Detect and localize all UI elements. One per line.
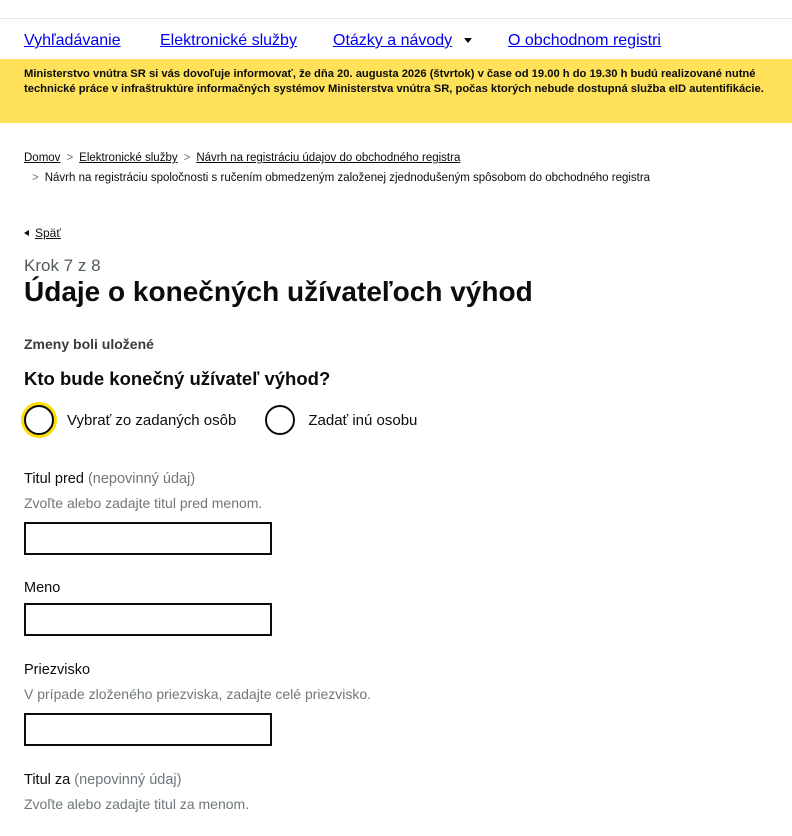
maintenance-banner: Ministerstvo vnútra SR si vás dovoľuje informovať, že dňa 20. augusta 2026 (štvrtok) v čase od 19.00 h do 19.30 h budú realizované nutné technické práce v infraštruktúre informačných systémov Ministerstva vnútra SR, počas ktorých nebude dostupná služba eID autentifikácie. [0, 59, 792, 123]
radio-enter-other[interactable] [265, 405, 295, 435]
title-after-label-text: Titul za [24, 772, 71, 788]
first-name-input[interactable] [24, 603, 272, 636]
caret-down-icon [464, 38, 472, 43]
first-name-label: Meno [24, 580, 61, 596]
nav-item-faq-label: Otázky a návody [333, 32, 453, 49]
title-before-hint: Zvoľte alebo zadajte titul pred menom. [24, 495, 263, 511]
title-after-hint: Zvoľte alebo zadajte titul za menom. [24, 796, 250, 812]
chevron-right-icon: > [66, 152, 74, 164]
surname-label: Priezvisko [24, 662, 91, 678]
title-before-label [24, 471, 195, 487]
page-title: Údaje o konečných užívateľoch výhod [24, 276, 533, 307]
step-indicator: Krok 7 z 8 [24, 256, 101, 275]
back-link-wrap [24, 226, 61, 240]
nav-item-e-services[interactable]: Elektronické služby [160, 32, 297, 49]
nav-item-about[interactable]: O obchodnom registri [508, 32, 661, 49]
triangle-left-icon [24, 230, 29, 236]
surname-hint: V prípade zloženého priezviska, zadajte celé priezvisko. [24, 686, 372, 702]
title-after-optional: (nepovinný údaj) [74, 772, 182, 788]
question-heading: Kto bude konečný užívateľ výhod? [24, 368, 331, 389]
breadcrumb-home[interactable]: Domov [24, 152, 61, 164]
surname-input[interactable] [24, 713, 272, 746]
nav-item-search[interactable]: Vyhľadávanie [24, 32, 121, 49]
breadcrumb [24, 148, 650, 188]
title-before-input[interactable] [24, 522, 272, 555]
top-bar [0, 0, 792, 19]
breadcrumb-registration[interactable]: Návrh na registráciu údajov do obchodného registra [196, 152, 461, 164]
title-after-label [24, 772, 181, 788]
back-link[interactable]: Späť [35, 226, 61, 240]
chevron-right-icon: > [32, 172, 39, 184]
radio-group [24, 403, 446, 437]
chevron-right-icon: > [183, 152, 191, 164]
radio-enter-other-label[interactable]: Zadať inú osobu [308, 411, 418, 429]
breadcrumb-e-services[interactable]: Elektronické služby [79, 152, 178, 164]
title-before-label-text: Titul pred [24, 471, 84, 487]
status-message: Zmeny boli uložené [24, 336, 154, 352]
nav-item-faq[interactable] [333, 32, 472, 50]
radio-select-existing[interactable] [24, 405, 54, 435]
radio-select-existing-label[interactable]: Vybrať zo zadaných osôb [67, 411, 237, 429]
breadcrumb-current: Návrh na registráciu spoločnosti s ručením obmedzeným založenej zjednodušeným spôsobom do obchodného registra [44, 172, 651, 184]
title-before-optional: (nepovinný údaj) [87, 471, 196, 487]
